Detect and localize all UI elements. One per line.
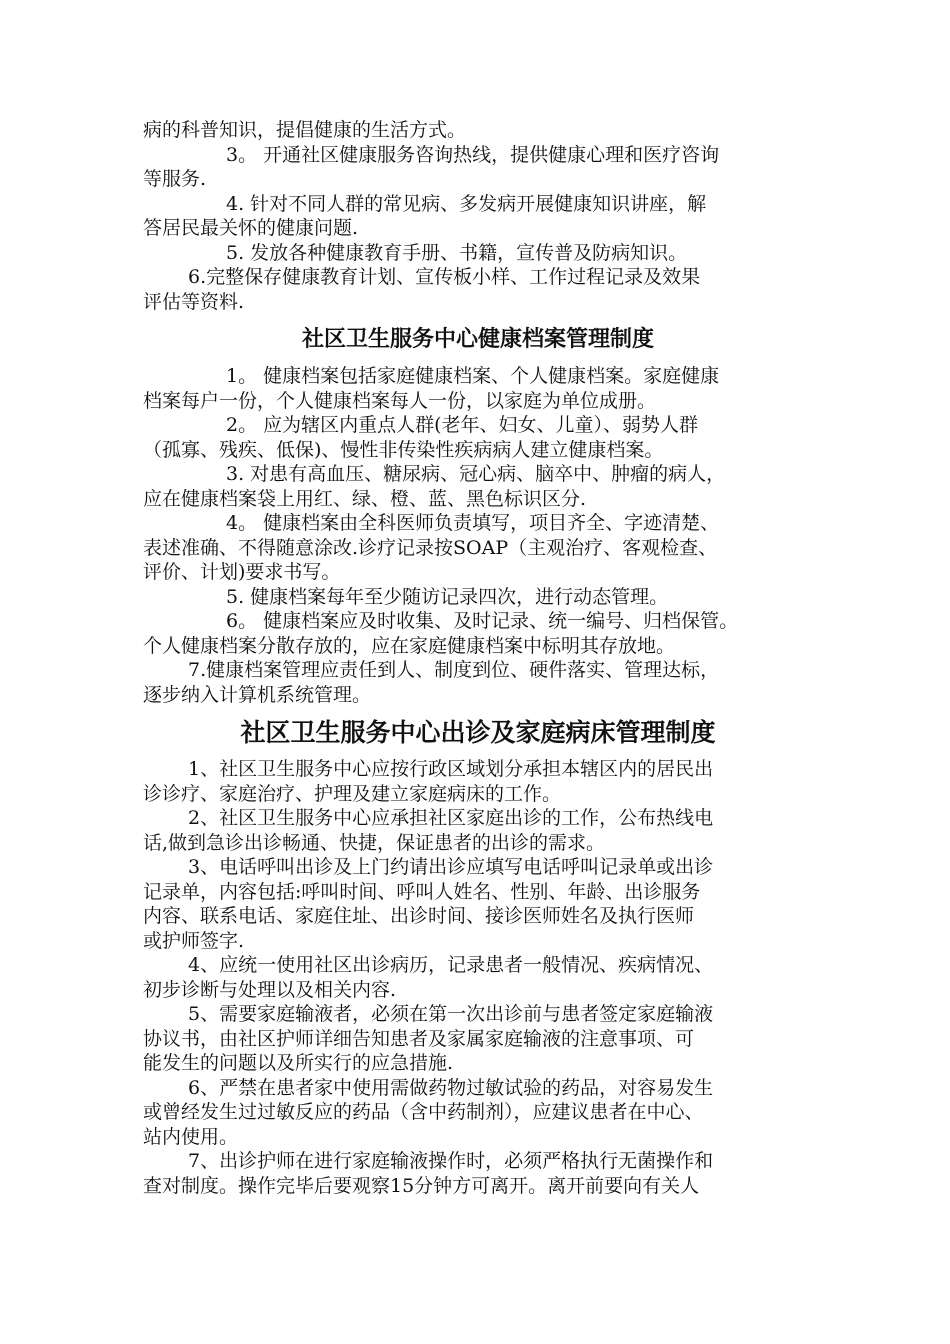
text-line: 1。 健康档案包括家庭健康档案、个人健康档案。家庭健康 <box>226 365 720 387</box>
text-line: 档案每户一份，个人健康档案每人一份，以家庭为单位成册。 <box>143 389 657 412</box>
text-line: 答居民最关怀的健康问题. <box>143 217 359 239</box>
document-page <box>143 118 813 1198</box>
text-line: 病的科普知识，提倡健康的生活方式。 <box>143 119 467 141</box>
text-line: 站内使用。 <box>143 1125 239 1148</box>
text-line: 2。 应为辖区内重点人群(老年、妇女、儿童）、弱势人群 <box>226 414 699 436</box>
text-line: 评价、计划)要求书写。 <box>143 561 341 583</box>
text-line: 5. 发放各种健康教育手册、书籍，宣传普及防病知识。 <box>226 241 688 264</box>
text-line: 个人健康档案分散存放的，应在家庭健康档案中标明其存放地。 <box>143 634 676 657</box>
text-line: 6.完整保存健康教育计划、宣传板小样、工作过程记录及效果 <box>188 266 701 288</box>
text-line: 3. 对患有高血压、糖尿病、冠心病、脑卒中、肿瘤的病人， <box>226 463 726 485</box>
text-line: 1、社区卫生服务中心应按行政区域划分承担本辖区内的居民出 <box>188 758 714 780</box>
text-line: 应在健康档案袋上用红、绿、橙、蓝、黑色标识区分. <box>143 487 587 510</box>
text-line: 7、出诊护师在进行家庭输液操作时，必须严格执行无菌操作和 <box>188 1150 714 1172</box>
text-line: 4。 健康档案由全科医师负责填写，项目齐全、字迹清楚、 <box>226 512 720 534</box>
text-line: （孤寡、残疾、低保)、慢性非传染性疾病病人建立健康档案。 <box>143 438 664 461</box>
text-line: 4、应统一使用社区出诊病历，记录患者一般情况、疾病情况、 <box>188 954 714 976</box>
text-line: 记录单，内容包括:呼叫时间、呼叫人姓名、性别、年龄、出诊服务 <box>143 880 701 903</box>
text-line: 4. 针对不同人群的常见病、多发病开展健康知识讲座，解 <box>226 192 707 215</box>
health-records-paragraphs <box>143 364 813 707</box>
text-line: 表述准确、不得随意涂改.诊疗记录按SOAP（主观治疗、客观检查、 <box>143 536 718 559</box>
text-line: 话,做到急诊出诊畅通、快捷，保证患者的出诊的需求。 <box>143 831 606 854</box>
text-line: 6、严禁在患者家中使用需做药物过敏试验的药品，对容易发生 <box>188 1076 714 1099</box>
text-line: 评估等资料. <box>143 290 245 313</box>
text-line: 诊诊疗、家庭治疗、护理及建立家庭病床的工作。 <box>143 782 562 805</box>
section-title-health-records: 社区卫生服务中心健康档案管理制度 <box>301 327 654 352</box>
text-line: 查对制度。操作完毕后要观察15分钟方可离开。离开前要向有关人 <box>143 1174 700 1197</box>
health-education-paragraphs <box>143 118 813 314</box>
text-line: 7.健康档案管理应责任到人、制度到位、硬件落实、管理达标， <box>188 659 720 681</box>
text-line: 协议书，由社区护师详细告知患者及家属家庭输液的注意事项、可 <box>143 1027 695 1050</box>
text-line: 能发生的问题以及所实行的应急措施. <box>143 1052 454 1074</box>
section-title-home-visits: 社区卫生服务中心出诊及家庭病床管理制度 <box>240 718 716 747</box>
text-line: 逐步纳入计算机系统管理。 <box>143 683 372 706</box>
text-line: 内容、联系电话、家庭住址、出诊时间、接诊医师姓名及执行医师 <box>143 905 695 927</box>
text-line: 3、电话呼叫出诊及上门约请出诊应填写电话呼叫记录单或出诊 <box>188 856 714 878</box>
text-line: 6。 健康档案应及时收集、及时记录、统一编号、归档保管。 <box>226 610 739 632</box>
text-line: 或护师签字. <box>143 929 245 952</box>
text-line: 2、社区卫生服务中心应承担社区家庭出诊的工作，公布热线电 <box>188 807 714 829</box>
home-visit-paragraphs <box>143 757 813 1198</box>
text-line: 等服务. <box>143 168 207 190</box>
text-line: 3。 开通社区健康服务咨询热线，提供健康心理和医疗咨询 <box>226 143 720 166</box>
text-line: 或曾经发生过过敏反应的药品（含中药制剂），应建议患者在中心、 <box>143 1101 704 1123</box>
text-line: 5. 健康档案每年至少随访记录四次，进行动态管理。 <box>226 585 669 608</box>
text-line: 初步诊断与处理以及相关内容. <box>143 978 397 1001</box>
text-line: 5、需要家庭输液者，必须在第一次出诊前与患者签定家庭输液 <box>188 1003 714 1025</box>
